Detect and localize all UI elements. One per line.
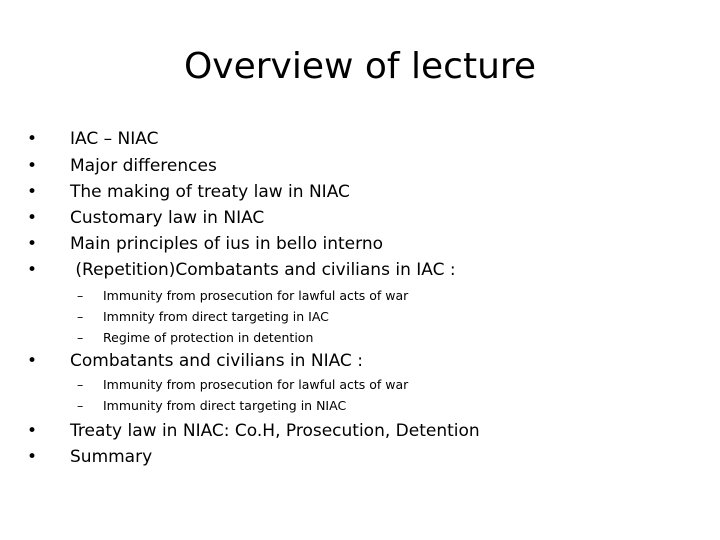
bullet-dot-icon: • xyxy=(27,156,38,176)
dash-icon: – xyxy=(77,309,84,324)
bullet-item xyxy=(27,350,363,372)
bullet-text: The making of treaty law in NIAC xyxy=(70,182,350,202)
bullet-dot-icon: • xyxy=(27,234,38,254)
bullet-dot-icon: • xyxy=(27,447,38,467)
sub-bullet-item xyxy=(77,330,313,346)
sub-bullet-text: Immunity from direct targeting in NIAC xyxy=(103,398,347,413)
sub-bullet-text: Immunity from prosecution for lawful acts of war xyxy=(103,288,409,303)
sub-bullet-item xyxy=(77,309,329,325)
bullet-text: (Repetition)Combatants and civilians in IAC : xyxy=(70,260,456,280)
bullet-text: Combatants and civilians in NIAC : xyxy=(70,351,363,371)
bullet-item xyxy=(27,155,217,177)
bullet-dot-icon: • xyxy=(27,129,38,149)
sub-bullet-item xyxy=(77,377,408,393)
bullet-text: Customary law in NIAC xyxy=(70,208,265,228)
bullet-text: Main principles of ius in bello interno xyxy=(70,234,384,254)
bullet-text: Treaty law in NIAC: Co.H, Prosecution, Detention xyxy=(70,421,480,441)
dash-icon: – xyxy=(77,377,84,392)
bullet-item xyxy=(27,259,456,281)
bullet-item xyxy=(27,233,383,255)
bullet-dot-icon: • xyxy=(27,421,38,441)
bullet-dot-icon: • xyxy=(27,260,38,280)
sub-bullet-item xyxy=(77,398,346,414)
sub-bullet-item xyxy=(77,288,408,304)
bullet-item xyxy=(27,128,158,150)
dash-icon: – xyxy=(77,330,84,345)
bullet-item xyxy=(27,446,152,468)
sub-bullet-text: Immunity from prosecution for lawful acts of war xyxy=(103,377,409,392)
bullet-text: IAC – NIAC xyxy=(70,129,159,149)
sub-bullet-text: Regime of protection in detention xyxy=(103,330,314,345)
bullet-item xyxy=(27,420,480,442)
bullet-dot-icon: • xyxy=(27,208,38,228)
sub-bullet-text: Immnity from direct targeting in IAC xyxy=(103,309,329,324)
dash-icon: – xyxy=(77,398,84,413)
bullet-dot-icon: • xyxy=(27,182,38,202)
bullet-text: Summary xyxy=(70,447,153,467)
dash-icon: – xyxy=(77,288,84,303)
bullet-item xyxy=(27,181,350,203)
bullet-text: Major differences xyxy=(70,156,217,176)
bullet-dot-icon: • xyxy=(27,351,38,371)
slide-title: Overview of lecture xyxy=(183,46,537,87)
bullet-item xyxy=(27,207,264,229)
